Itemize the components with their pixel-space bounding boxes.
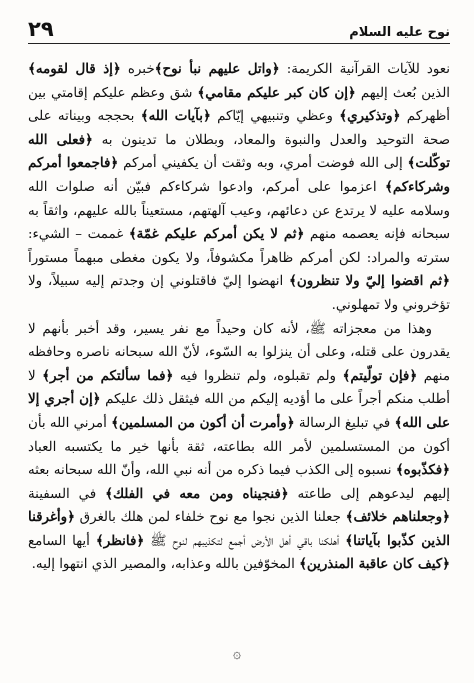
quran-quote: ﴿فما سألتكم من أجر﴾ bbox=[42, 367, 174, 384]
commentary-text: شق وعظم عليكم إقامتي بين أظهركم bbox=[28, 85, 451, 125]
running-title: نوح عليه السلام bbox=[349, 25, 450, 40]
page-body bbox=[28, 58, 450, 577]
quran-quote: ﴿وأمرت أن أكون من المسلمين﴾ bbox=[111, 414, 295, 431]
quran-quote: ﴿ثم لا يكن أمركم عليكم غمّة﴾ bbox=[128, 226, 305, 243]
quran-quote: ﴿وأغرقنا الذين كذّبوا بآياتنا﴾ bbox=[28, 509, 450, 549]
commentary-text: لا أطلب منكم أجراً على ما أؤديه إليكم من الله فيثقل ذلك عليكم bbox=[28, 368, 450, 408]
quran-quote: ﴿وتذكيري﴾ bbox=[339, 108, 401, 125]
commentary-text: نسبوه إلى الكذب فيما ذكره من أنه نبي الله، وأنّ الله سبحانه بعثه إليهم ليدعوهم إلى طاعته bbox=[28, 463, 451, 502]
quran-quote: ﴿إن أجري إلا على الله﴾ bbox=[28, 391, 450, 431]
quran-quote: ﴿فنجيناه ومن معه في الفلك﴾ bbox=[105, 485, 289, 502]
commentary-text: المخوّفين بالله وعذابه، والمصير الذي انتهوا إليه. bbox=[31, 557, 300, 573]
commentary-text: بحججه وبيناته على صحة التوحيد والعدل والنبوة والمعاد، وبطلان ما تدينون به bbox=[28, 109, 450, 148]
commentary-text: خبره bbox=[120, 62, 155, 77]
quran-quote: ﴿إن كان كبر عليكم مقامي﴾ bbox=[197, 84, 356, 101]
commentary-text: ولم تقبلوه، ولم تنظروا فيه bbox=[173, 368, 343, 384]
commentary-text: في السفينة bbox=[28, 486, 106, 502]
quran-quote: ﴿بآيات الله﴾ bbox=[140, 108, 211, 125]
quran-quote: ﴿فانظر﴾ bbox=[95, 532, 145, 549]
page-header bbox=[28, 6, 450, 44]
commentary-text: أمرني الله بأن أكون من المستسلمين لأمر الله بطاعته، ثقة بأنها خير ما يكتسبه العباد bbox=[28, 415, 450, 455]
commentary-text: نعود للآيات القرآنية الكريمة: bbox=[279, 62, 450, 77]
quran-quote: ﴿فاجمعوا أمركم وشركاءكم﴾ bbox=[28, 155, 450, 195]
commentary-text: انهضوا إليّ فاقتلوني إن وجدتم إليه سبيلاً، ولا تؤخروني ولا تمهلوني. bbox=[28, 274, 450, 313]
paragraph bbox=[28, 58, 450, 318]
ornament-icon: ۞ bbox=[232, 646, 242, 662]
quran-quote: ﴿فإن تولّيتم﴾ bbox=[342, 367, 418, 384]
commentary-text: في تبليغ الرسالة bbox=[294, 415, 395, 431]
quran-quote: ﴿كيف كان عاقبة المنذرين﴾ bbox=[299, 556, 450, 573]
commentary-text: غممت – الشيء: سترته والمراد: لكن أمركم ظاهراً مكشوفاً، ولا يكون مغطى مبهماً مستوراً bbox=[28, 227, 450, 266]
paragraph bbox=[28, 318, 450, 578]
commentary-text: اعزموا على أمركم، وادعوا شركاءكم فبيّن أنه صلوات الله وسلامه عليه لا يرتدع عن دعائهم، وعيب آلهتهم، مستعيناً بالله عليهم، واثقاً به سبحانه فإنه يعصمه منهم bbox=[28, 179, 450, 243]
commentary-text: جعلنا الذين نجوا مع نوح خلفاء لمن هلك بالغرق bbox=[74, 510, 346, 526]
quran-quote: ﴿فكذّبوه﴾ bbox=[395, 462, 450, 479]
commentary-text: الذين بُعث إليهم bbox=[355, 85, 450, 101]
commentary-text: إلى الله فوضت أمري، وبه وثقت أن يكفيني أمركم bbox=[118, 156, 408, 172]
commentary-text: وعظي وتنبيهي إيّاكم bbox=[210, 109, 340, 125]
quran-quote: ﴿وجعلناهم خلائف﴾ bbox=[345, 509, 450, 526]
page-number: ٢٩ bbox=[28, 17, 54, 41]
commentary-text: أهلكنا باقي أهل الأرض أجمع لتكذيبهم لنوح ﷺ bbox=[144, 533, 346, 549]
quran-quote: ﴿إذ قال لقومه﴾ bbox=[28, 61, 121, 77]
commentary-text: وهذا من معجزاته ﷺ، لأنه كان وحيداً مع نفر يسير، وقد أخبر بأنهم لا يقدرون على قتله، وعلى أن ينزلوا به السّوء، لأنّ الله سبحانه ناصره وحافظه منهم bbox=[28, 321, 451, 384]
quran-quote: ﴿فعلى الله توكّلت﴾ bbox=[28, 131, 450, 172]
quran-quote: ﴿واتل عليهم نبأ نوح﴾ bbox=[154, 61, 280, 77]
quran-quote: ﴿ثم اقضوا إليّ ولا تنظرون﴾ bbox=[289, 273, 451, 290]
commentary-text: أيها السامع bbox=[28, 533, 96, 549]
